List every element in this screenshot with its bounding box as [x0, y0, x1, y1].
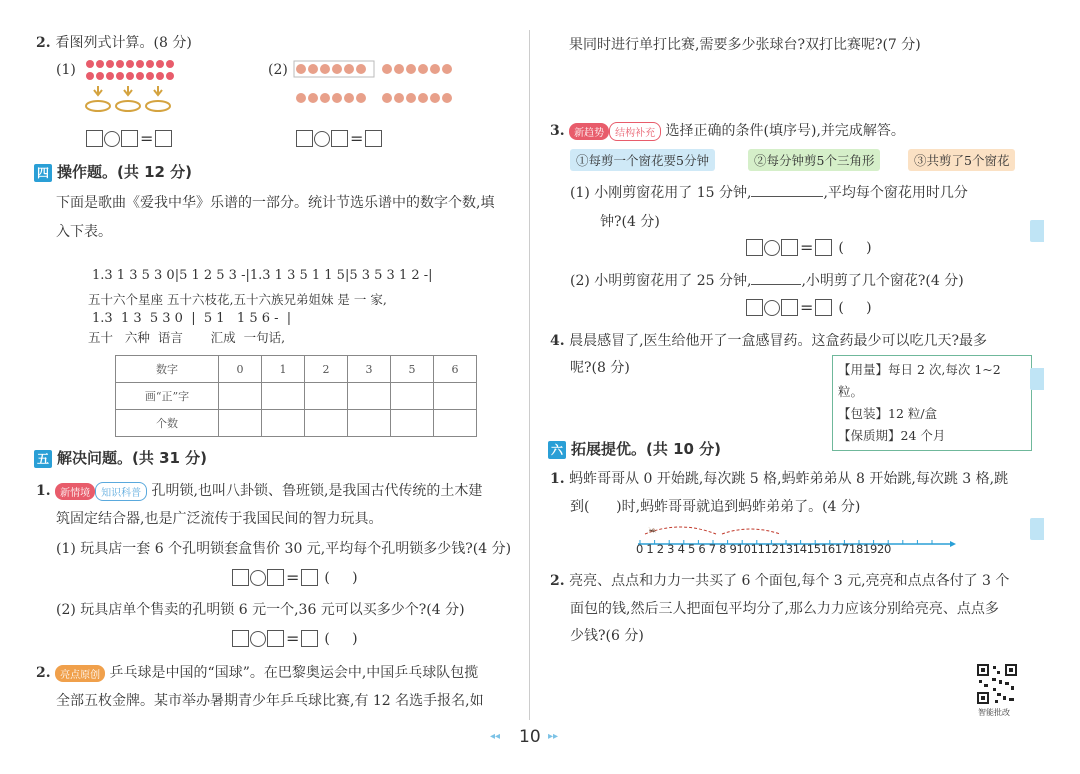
- table-row: [116, 410, 477, 437]
- condition-2[interactable]: ②每分钟剪5个三角形: [748, 149, 880, 171]
- table-row: [116, 356, 477, 383]
- r-q3-p1-equation[interactable]: = ( ): [746, 238, 872, 257]
- package-text: 【包装】12 粒/盒: [838, 406, 938, 421]
- q2-part2-label: (2): [268, 62, 288, 78]
- table-cell: 数字: [116, 356, 219, 383]
- r-s6-q2-line3: 少钱?(6 分): [570, 628, 644, 644]
- music-line1: 1.3 1 3 5 3 0|5 1 2 5 3 -|1.3 1 3 5 1 1 5|5 3 5 3 1 2 -|: [92, 268, 433, 283]
- table-cell: 2: [305, 356, 348, 383]
- music-line2: 1.3 1 3 5 3 0 | 5 1 1 5 6 - |: [92, 311, 292, 326]
- q2-part2-equation[interactable]: =: [296, 129, 382, 148]
- section5-heading: 五 解决问题。(共 31 分): [34, 447, 207, 468]
- side-tab-2[interactable]: [1030, 368, 1044, 390]
- qr-code-icon[interactable]: [975, 662, 1019, 706]
- r-q3-p2: (2) 小明剪窗花用了 25 分钟, ,小明剪了几个窗花?(4 分): [570, 273, 964, 289]
- section4-text1: 下面是歌曲《爱我中华》乐谱的一部分。统计节选乐谱中的数字个数,填: [56, 195, 495, 211]
- count-table: [115, 355, 477, 437]
- s5-q1-p2: (2) 玩具店单个售卖的孔明锁 6 元一个,36 元可以买多少个?(4 分): [56, 602, 465, 618]
- next-page-icon[interactable]: ▸▸: [548, 731, 559, 742]
- table-cell: 0: [219, 356, 262, 383]
- prev-page-icon[interactable]: ◂◂: [490, 731, 501, 742]
- medicine-info-box: [832, 355, 1032, 451]
- q2-part1-equation[interactable]: =: [86, 129, 172, 148]
- s5-q1-line1: 1. 新情境 知识科普 孔明锁,也叫八卦锁、鲁班锁,是我国古代传统的土木建: [36, 483, 483, 499]
- r-s6-q1-line1: 1. 蚂蚱哥哥从 0 开始跳,每次跳 5 格,蚂蚱弟弟从 8 开始跳,每次跳 3 格,跳: [550, 471, 1009, 487]
- q2-title: 2. 看图列式计算。(8 分): [36, 35, 192, 51]
- r-q4-line1: 4. 晨晨感冒了,医生给他开了一盒感冒药。这盒药最少可以吃几天?最多: [550, 333, 988, 349]
- q2-part1-picture: [84, 58, 184, 118]
- r-s6-q2-line1: 2. 亮亮、点点和力力一共买了 6 个面包,每个 3 元,亮亮和点点各付了 3 个: [550, 573, 1010, 589]
- lyric-line1: 五十六个星座 五十六枝花,五十六族兄弟姐妹 是 一 家,: [88, 292, 387, 307]
- s5-q1-line2: 筑固定结合器,也是广泛流传于我国民间的智力玩具。: [56, 511, 383, 527]
- blank-line[interactable]: [751, 196, 823, 197]
- table-cell: 6: [434, 356, 477, 383]
- r-cont-text: 果同时进行单打比赛,需要多少张球台?双打比赛呢?(7 分): [569, 37, 921, 53]
- page-divider: [529, 30, 530, 720]
- s5-q2-line2: 全部五枚金牌。某市举办暑期青少年乒乓球比赛,有 12 名选手报名,如: [56, 693, 484, 709]
- table-cell: 3: [348, 356, 391, 383]
- table-cell: 1: [262, 356, 305, 383]
- qr-label: 智能批改: [978, 708, 1010, 717]
- side-tab-3[interactable]: [1030, 518, 1044, 540]
- section4-text2: 入下表。: [56, 224, 112, 240]
- svg-text:🦗: 🦗: [648, 526, 657, 534]
- r-s6-q2-line2: 面包的钱,然后三人把面包平均分了,那么力力应该分别给亮亮、点点多: [570, 601, 999, 617]
- q2-part2-picture: [293, 60, 463, 110]
- table-cell: 画“正”字: [116, 383, 219, 410]
- table-cell: 个数: [116, 410, 219, 437]
- q2-part1-label: (1): [56, 62, 76, 78]
- r-q4-line2: 呢?(8 分): [570, 360, 630, 376]
- section6-heading: 六 拓展提优。(共 10 分): [548, 438, 721, 459]
- page-number: 10: [519, 727, 541, 747]
- r-q3-p2-equation[interactable]: = ( ): [746, 298, 872, 317]
- side-tab-1[interactable]: [1030, 220, 1044, 242]
- table-cell: 5: [391, 356, 434, 383]
- blank-line[interactable]: [751, 284, 801, 285]
- r-s6-q1-line2: 到( )时,蚂蚱哥哥就追到蚂蚱弟弟了。(4 分): [570, 499, 861, 515]
- lyric-line2: 五十 六种 语言 汇成 一句话,: [88, 330, 286, 345]
- r-q3-p1-cont: 钟?(4 分): [600, 214, 660, 230]
- shelf-life-text: 【保质期】24 个月: [838, 428, 946, 443]
- s5-q1-p1: (1) 玩具店一套 6 个孔明锁套盒售价 30 元,平均每个孔明锁多少钱?(4 分): [56, 541, 512, 557]
- condition-3[interactable]: ③共剪了5个窗花: [908, 149, 1015, 171]
- table-row: [116, 383, 477, 410]
- condition-1[interactable]: ①每剪一个窗花要5分钟: [570, 149, 715, 171]
- r-q3-p1: (1) 小刚剪窗花用了 15 分钟, ,平均每个窗花用时几分: [570, 185, 968, 201]
- number-line-labels: 0 1 2 3 4 5 6 7 8 91011121314151617181920: [636, 542, 892, 556]
- s5-q1-p2-equation[interactable]: = ( ): [232, 629, 358, 648]
- s5-q2-line1: 2. 亮点原创 乒乓球是中国的“国球”。在巴黎奥运会中,中国乒乓球队包揽: [36, 665, 479, 681]
- section4-heading: 四 操作题。(共 12 分): [34, 161, 192, 182]
- s5-q1-p1-equation[interactable]: = ( ): [232, 568, 358, 587]
- dosage-text: 【用量】每日 2 次,每次 1~2 粒。: [838, 362, 1001, 399]
- r-q3-line: 3. 新趋势 结构补充 选择正确的条件(填序号),并完成解答。: [550, 123, 905, 139]
